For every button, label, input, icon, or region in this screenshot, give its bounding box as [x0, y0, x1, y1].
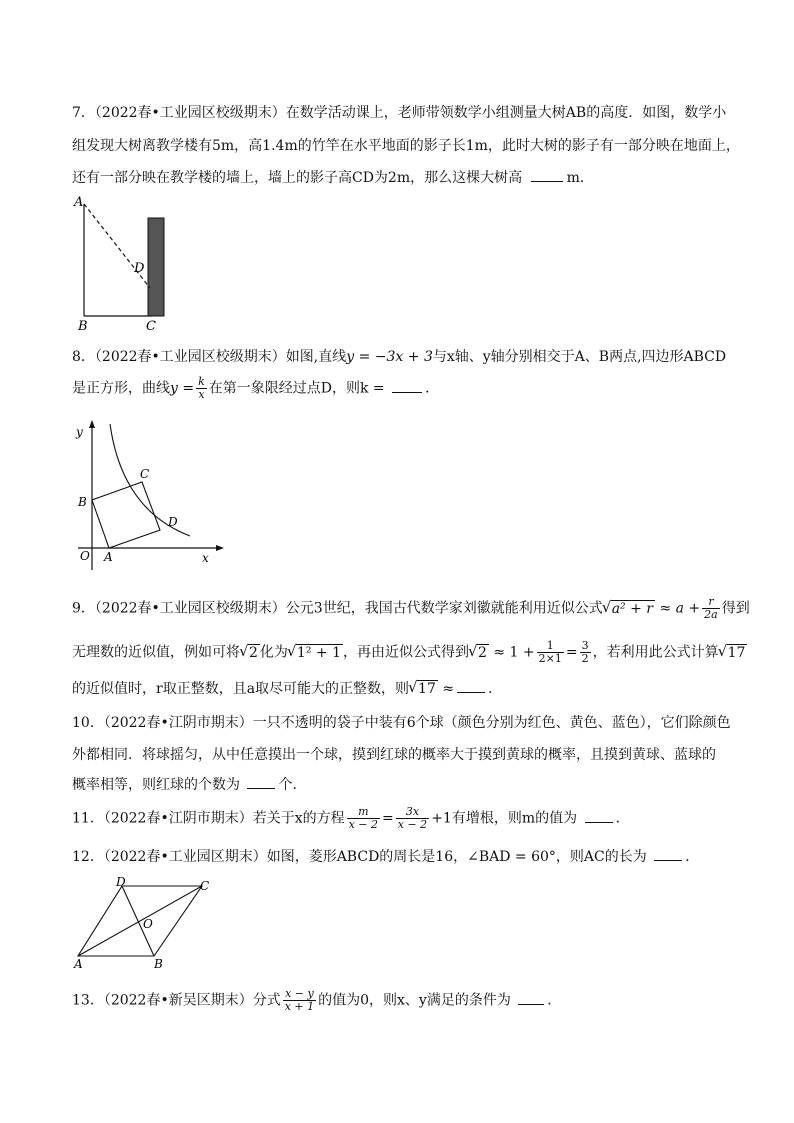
- q12-figure: [70, 874, 220, 970]
- q13-fraction: [283, 988, 316, 1013]
- q13-line-1-end: ．: [547, 992, 562, 1009]
- q9-line-1-end: 得到: [721, 600, 750, 617]
- q7-line-3: [72, 167, 594, 187]
- q13-line-1-rest: 的值为0，则x、y满足的条件为: [318, 992, 511, 1009]
- q12-label-O: O: [143, 917, 153, 931]
- q9-line-1-text: 9．（2022春•工业园区校级期末）公元3世纪，我国古代数学家刘徽就能利用近似公式: [72, 600, 603, 617]
- q11-equals: =: [382, 810, 394, 827]
- q11-line-1: [72, 806, 630, 831]
- q8-line-equation: y = −3x + 3: [346, 349, 433, 365]
- q9-line-1: [72, 596, 750, 621]
- answer-blank[interactable]: [654, 848, 682, 861]
- q11-fraction-2: [396, 806, 429, 831]
- q11-line-1-rest: +1有增根，则m的值为: [431, 810, 578, 827]
- q8-line-2-text: 是正方形，曲线: [72, 380, 170, 397]
- q9-line-3-text: 的近似值时，r取正整数，且a取尽可能大的正整数，则: [72, 681, 410, 697]
- q10-line-1: 10．（2022春•江阴市期末）一只不透明的袋子中装有6个球（颜色分别为红色、黄色、蓝色），它们除颜色: [72, 715, 731, 731]
- q8-figure: [70, 418, 230, 578]
- q8-line-1-text: 8．（2022春•工业园区校级期末）如图,直线: [72, 349, 347, 365]
- q10-line-3: [72, 774, 306, 794]
- q13-fraction-num: x − y: [283, 988, 316, 1001]
- answer-blank[interactable]: [247, 776, 275, 789]
- q13-line-1-text: 13．（2022春•新吴区期末）分式: [72, 992, 281, 1009]
- q7-label-A: A: [74, 195, 84, 210]
- q7-line-3-unit: m．: [566, 170, 594, 186]
- q9-fraction-2-den: 2×1: [538, 652, 562, 665]
- q8-fraction-num: k: [198, 375, 205, 388]
- q11-fraction-2-den: x − 2: [397, 818, 428, 831]
- q9-line-2: [72, 640, 747, 665]
- q7-label-C: C: [146, 319, 156, 334]
- q11-line-1-end: ．: [615, 810, 630, 827]
- q12-label-A: A: [74, 957, 83, 970]
- q7-line-1: 7．（2022春•工业园区校级期末）在数学活动课上，老师带领数学小组测量大树AB的高度．如图，数学小: [72, 105, 727, 121]
- q7-line-2: 组发现大树离教学楼有5m，高1.4m的竹竿在水平地面的影子长1m，此时大树的影子有一部分映在地面上，: [72, 138, 740, 154]
- q11-line-1-text: 11．（2022春•江阴市期末）若关于x的方程: [72, 810, 345, 827]
- q12-line-1: [72, 846, 699, 866]
- q9-fraction-3: [580, 640, 591, 665]
- q9-line-2-e: =: [565, 644, 578, 661]
- q8-label-C: C: [140, 467, 150, 481]
- q9-line-2-text: 无理数的近似值，例如可将: [72, 644, 240, 661]
- q12-label-C: C: [200, 879, 210, 893]
- q12-label-D: D: [116, 875, 126, 889]
- q9-fraction-1-num: r: [702, 596, 720, 609]
- q8-curve-y: y =: [170, 380, 195, 397]
- q12-label-B: B: [154, 957, 163, 970]
- q13-line-1: [72, 988, 561, 1013]
- q9-line-3: [72, 678, 502, 698]
- q13-fraction-den: x + 1: [284, 1000, 315, 1013]
- q8-line-2: [72, 376, 439, 401]
- q9-line-2-b: 化为: [259, 644, 288, 661]
- q11-fraction-2-num: 3x: [396, 806, 429, 819]
- q7-label-B: B: [78, 319, 88, 334]
- q8-fraction: [196, 376, 207, 401]
- q9-line-2-f: ，若利用此公式计算: [592, 644, 719, 661]
- q9-fraction-1-den: 2a: [704, 608, 718, 621]
- answer-blank[interactable]: [392, 380, 422, 393]
- q7-figure: [70, 192, 180, 334]
- q10-line-2: 外都相同．将球摇匀，从中任意摸出一个球，摸到红球的概率大于摸到黄球的概率，且摸到黄球、蓝球的: [72, 747, 716, 763]
- q9-approx-1: ≈ a +: [659, 600, 701, 617]
- q8-label-y: y: [76, 425, 83, 439]
- q8-label-A: A: [104, 550, 113, 564]
- q9-fraction-2: [537, 640, 564, 665]
- q9-fraction-3-den: 2: [581, 652, 589, 665]
- q8-line-2-rest: 在第一象限经过点D，则k =: [208, 380, 385, 397]
- answer-blank[interactable]: [531, 169, 563, 182]
- q9-radical-4: √ 2: [477, 644, 489, 661]
- q9-radical-1: √ a² + r: [611, 600, 655, 617]
- q12-line-1-end: ．: [685, 849, 700, 865]
- answer-blank[interactable]: [457, 680, 485, 693]
- q12-line-1-text: 12．（2022春•工业园区期末）如图，菱形ABCD的周长是16，∠BAD = 60°，则AC的长为: [72, 849, 647, 865]
- q11-fraction-1-den: x − 2: [348, 818, 379, 831]
- q11-fraction-1-num: m: [347, 806, 380, 819]
- q9-line-3-approx: ≈: [442, 681, 455, 697]
- q7-label-D: D: [134, 261, 145, 276]
- q11-fraction-1: [347, 806, 380, 831]
- q9-radical-2: √ 2: [248, 644, 260, 661]
- q8-label-B: B: [78, 495, 87, 509]
- q9-fraction-1: [702, 596, 720, 621]
- q9-radical-5: √ 17: [727, 644, 748, 661]
- q10-line-3-end: 个．: [278, 777, 307, 793]
- q8-fraction-den: x: [198, 388, 205, 401]
- q9-line-2-c: ，再由近似公式得到: [342, 644, 469, 661]
- q9-line-3-end: ．: [488, 681, 503, 697]
- q9-fraction-3-num: 3: [581, 639, 589, 652]
- q8-line-1-rest: 与x轴、y轴分别相交于A、B两点,四边形ABCD: [432, 349, 727, 365]
- q8-line-2-end: ．: [425, 380, 440, 397]
- q8-line-1: [72, 346, 726, 366]
- answer-blank[interactable]: [518, 992, 544, 1005]
- q9-fraction-2-num: 1: [537, 640, 564, 653]
- q7-line-3-text: 还有一部分映在教学楼的墙上，墙上的影子高CD为2m，那么这棵大树高: [72, 170, 523, 186]
- answer-blank[interactable]: [585, 810, 613, 823]
- q9-line-2-d: ≈ 1 +: [493, 644, 535, 661]
- q8-label-x: x: [202, 551, 209, 565]
- q9-radical-3: √ 1² + 1: [296, 644, 343, 661]
- q8-label-D: D: [168, 515, 178, 529]
- q9-radical-6: √ 17: [417, 680, 438, 697]
- q8-label-O: O: [80, 549, 90, 563]
- q10-line-3-text: 概率相等，则红球的个数为: [72, 777, 240, 793]
